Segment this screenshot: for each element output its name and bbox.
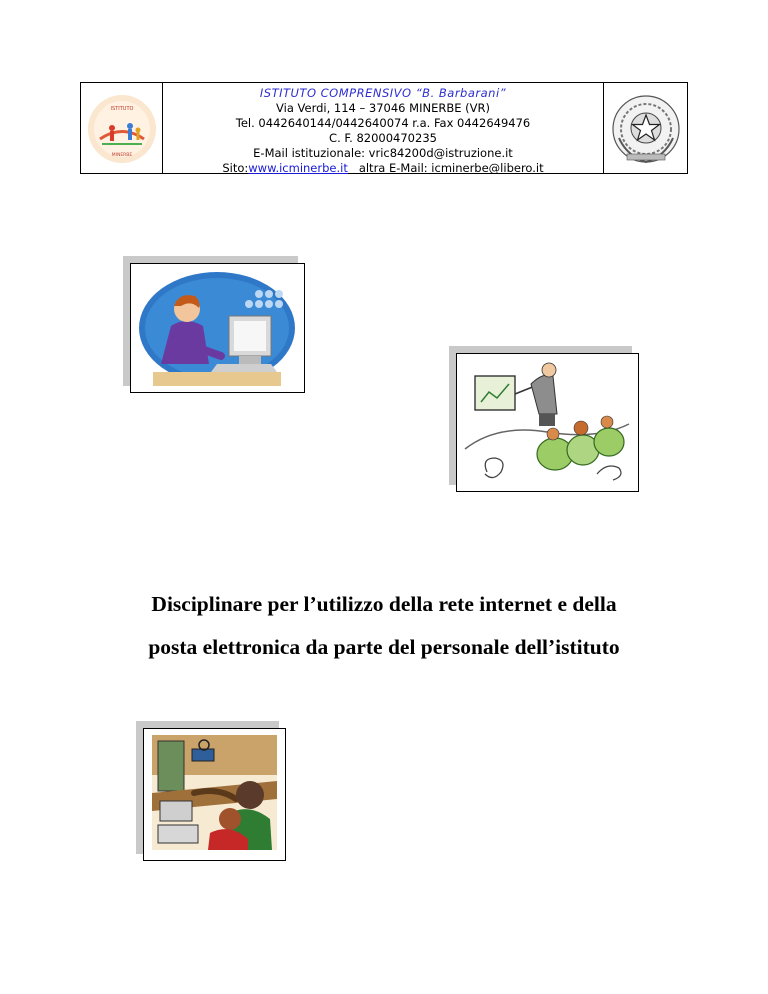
office-desk-clipart [144, 729, 285, 860]
svg-text:ISTITUTO: ISTITUTO [110, 106, 134, 112]
document-title-line-2: posta elettronica da parte del personale dell’istituto [148, 635, 620, 659]
emblem-cell [603, 83, 687, 173]
school-info [163, 83, 603, 173]
republic-emblem-icon [605, 84, 687, 174]
school-phone: Tel. 0442640144/0442640074 r.a. Fax 0442649476 [235, 116, 531, 130]
computer-user-clipart [131, 264, 304, 392]
office-desk-clipart-frame [143, 728, 286, 861]
school-address: Via Verdi, 114 – 37046 MINERBE (VR) [276, 101, 490, 115]
school-institutional-email: E-Mail istituzionale: vric84200d@istruzione.it [253, 146, 513, 160]
classroom-presentation-clipart-frame [456, 353, 639, 492]
classroom-presentation-clipart [457, 354, 638, 491]
svg-text:MINERBE: MINERBE [111, 153, 133, 158]
site-link[interactable]: www.icminerbe.it [248, 161, 348, 175]
school-site-line [163, 161, 603, 176]
document-title-line-1: Disciplinare per l’utilizzo della rete internet e della [151, 592, 617, 616]
school-tax-code: C. F. 82000470235 [329, 131, 437, 145]
letterhead [80, 82, 688, 174]
school-name: ISTITUTO COMPRENSIVO “B. Barbarani” [259, 86, 507, 100]
logo-cell [81, 83, 163, 173]
alt-email: altra E-Mail: icminerbe@libero.it [358, 161, 544, 175]
school-logo-icon [82, 84, 162, 174]
computer-user-clipart-frame [130, 263, 305, 393]
site-label: Sito: [222, 161, 249, 175]
